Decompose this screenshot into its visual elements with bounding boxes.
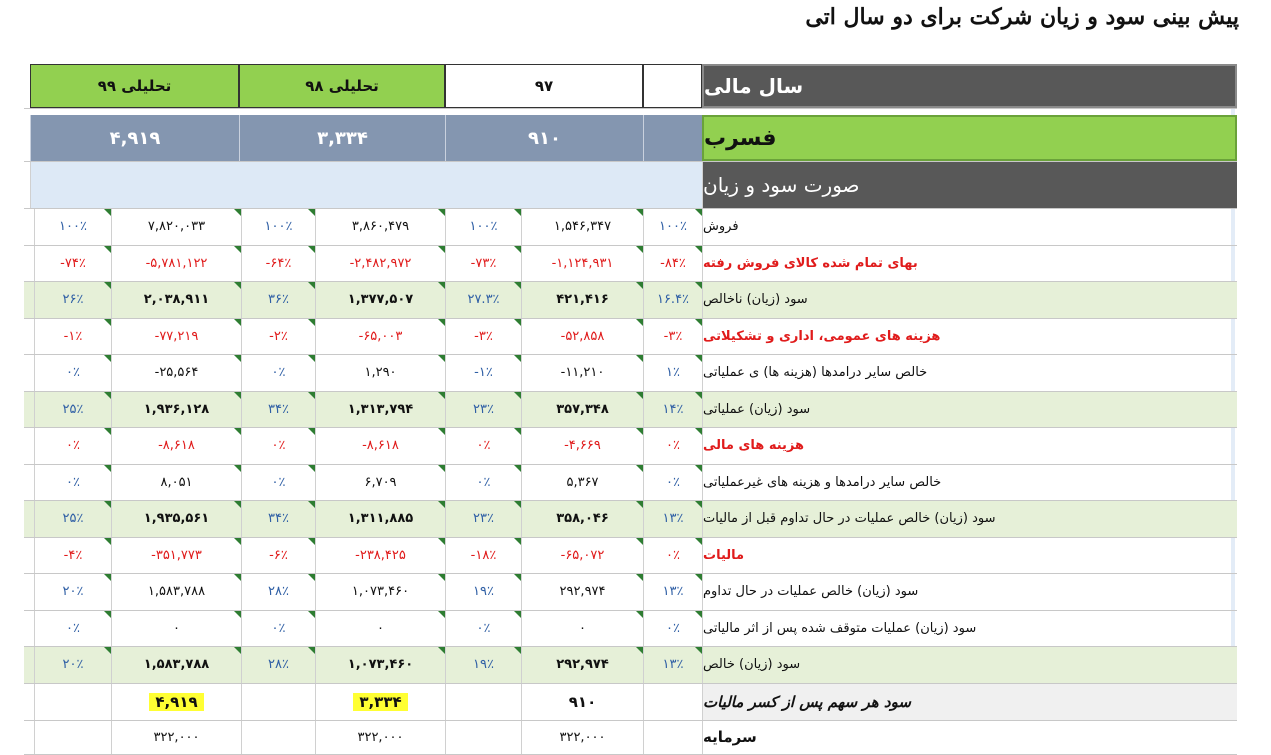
cell-value-97[interactable]: ۱,۵۴۶,۳۴۷: [521, 209, 643, 245]
cell-value-99[interactable]: ۷,۸۲۰,۰۳۳: [111, 209, 241, 245]
cell-pct-97-a[interactable]: ۱۰۰٪: [643, 209, 702, 245]
cell-pct-98[interactable]: ۳۴٪: [241, 501, 315, 537]
cell-pct-99[interactable]: ۲۵٪: [34, 501, 111, 537]
cell-pct-97[interactable]: ۱۹٪: [445, 574, 521, 610]
row-label[interactable]: هزینه های مالی: [702, 428, 1237, 464]
cell-pct-98[interactable]: ۰٪: [241, 355, 315, 391]
cell-value-99[interactable]: ۸,۰۵۱: [111, 465, 241, 501]
cell-value-97[interactable]: -۱۱,۲۱۰: [521, 355, 643, 391]
cell-pct-97-a[interactable]: ۰٪: [643, 538, 702, 574]
capital-value-97[interactable]: ۳۲۲,۰۰۰: [521, 721, 643, 754]
section-row: [24, 162, 1237, 209]
eps-value-99-cell[interactable]: [111, 684, 241, 720]
cell-pct-97-a[interactable]: ۱٪: [643, 355, 702, 391]
cell-pct-97-a[interactable]: ۰٪: [643, 611, 702, 647]
cell-value-97[interactable]: ۰: [521, 611, 643, 647]
cell-value-98[interactable]: -۸,۶۱۸: [315, 428, 445, 464]
cell-value-98[interactable]: ۱,۰۷۳,۴۶۰: [315, 647, 445, 683]
capital-value-99[interactable]: ۳۲۲,۰۰۰: [111, 721, 241, 754]
cell-value-99[interactable]: -۵,۷۸۱,۱۲۲: [111, 246, 241, 282]
table-row: [24, 246, 1237, 283]
row-label[interactable]: بهای تمام شده کالای فروش رفته: [702, 246, 1237, 282]
cell-pct-99[interactable]: ۱۰۰٪: [34, 209, 111, 245]
cell-value-97[interactable]: ۳۵۸,۰۴۶: [521, 501, 643, 537]
cell-pct-97-a[interactable]: ۰٪: [643, 465, 702, 501]
cell-pct-99[interactable]: ۲۰٪: [34, 647, 111, 683]
cell-pct-98[interactable]: -۲٪: [241, 319, 315, 355]
cell-value-99[interactable]: ۱,۵۸۳,۷۸۸: [111, 574, 241, 610]
table-row: [24, 501, 1237, 538]
row-label[interactable]: سود (زیان) خالص: [702, 647, 1237, 683]
capital-row: [24, 721, 1237, 755]
row-label[interactable]: سود (زیان) ناخالص: [702, 282, 1237, 318]
cell-pct-97-a[interactable]: ۱۳٪: [643, 501, 702, 537]
table-row: [24, 647, 1237, 684]
capital-label[interactable]: سرمایه: [702, 721, 1237, 754]
cell-value-99[interactable]: -۳۵۱,۷۷۳: [111, 538, 241, 574]
cell-pct-99[interactable]: ۰٪: [34, 355, 111, 391]
cell-value-97[interactable]: ۲۹۲,۹۷۴: [521, 647, 643, 683]
row-label[interactable]: مالیات: [702, 538, 1237, 574]
cell-pct-98[interactable]: ۱۰۰٪: [241, 209, 315, 245]
cell-pct-97[interactable]: -۱۸٪: [445, 538, 521, 574]
cell-pct-97[interactable]: ۰٪: [445, 465, 521, 501]
cell-pct-97-a[interactable]: ۱۴٪: [643, 392, 702, 428]
cell-pct-97-a[interactable]: ۱۳٪: [643, 574, 702, 610]
cell-value-97[interactable]: ۵,۳۶۷: [521, 465, 643, 501]
cell-value-99[interactable]: ۲,۰۳۸,۹۱۱: [111, 282, 241, 318]
cell-pct-97[interactable]: -۱٪: [445, 355, 521, 391]
cell-pct-97-a[interactable]: ۱۳٪: [643, 647, 702, 683]
eps-value-99: ۴,۹۱۹: [149, 693, 203, 711]
cell-value-98[interactable]: ۶,۷۰۹: [315, 465, 445, 501]
table-row: [24, 392, 1237, 429]
table-row: [24, 209, 1237, 246]
income-statement-sheet: [24, 64, 1237, 755]
cell-pct-98[interactable]: ۳۶٪: [241, 282, 315, 318]
eps-label[interactable]: سود هر سهم پس از کسر مالیات: [702, 684, 1237, 720]
table-row: [24, 282, 1237, 319]
cell-value-97[interactable]: -۴,۶۶۹: [521, 428, 643, 464]
fiscal-year-label[interactable]: سال مالی: [702, 64, 1237, 108]
cell-pct-99[interactable]: -۱٪: [34, 319, 111, 355]
cell-pct-97[interactable]: ۲۳٪: [445, 392, 521, 428]
eps-value-98: ۳,۳۳۴: [353, 693, 407, 711]
cell-pct-97-a[interactable]: ۱۶.۴٪: [643, 282, 702, 318]
table-row: [24, 611, 1237, 648]
row-label[interactable]: هزینه های عمومی، اداری و تشکیلاتی: [702, 319, 1237, 355]
ticker-eps-97[interactable]: ۹۱۰: [445, 115, 643, 161]
section-blank[interactable]: [30, 162, 702, 208]
cell-value-99[interactable]: -۸,۶۱۸: [111, 428, 241, 464]
row-label[interactable]: سود (زیان) خالص عملیات در حال تداوم: [702, 574, 1237, 610]
eps-cell[interactable]: [241, 684, 315, 720]
cell-pct-97[interactable]: -۷۳٪: [445, 246, 521, 282]
cell-pct-97[interactable]: ۰٪: [445, 611, 521, 647]
cell-value-99[interactable]: ۰: [111, 611, 241, 647]
table-row: [24, 428, 1237, 465]
cell-pct-99[interactable]: ۰٪: [34, 465, 111, 501]
row-label[interactable]: سود (زیان) عملیاتی: [702, 392, 1237, 428]
cell-pct-99[interactable]: -۷۴٪: [34, 246, 111, 282]
table-row: [24, 319, 1237, 356]
cell-pct-97-a[interactable]: ۰٪: [643, 428, 702, 464]
cell-pct-97-a[interactable]: -۳٪: [643, 319, 702, 355]
row-label[interactable]: سود (زیان) عملیات متوقف شده پس از اثر مالیاتی: [702, 611, 1237, 647]
cell-pct-97[interactable]: ۲۷.۳٪: [445, 282, 521, 318]
cell-pct-99[interactable]: ۲۶٪: [34, 282, 111, 318]
cell-value-98[interactable]: ۳,۸۶۰,۴۷۹: [315, 209, 445, 245]
fiscal-year-row: [24, 64, 1237, 109]
table-row: [24, 574, 1237, 611]
page-title: پیش بینی سود و زیان شرکت برای دو سال اتی: [805, 4, 1239, 30]
cell-pct-99[interactable]: ۰٪: [34, 611, 111, 647]
eps-cell[interactable]: [445, 684, 521, 720]
row-label[interactable]: خالص سایر درامدها و هزینه های غیرعملیاتی: [702, 465, 1237, 501]
eps-cell[interactable]: [643, 684, 702, 720]
cell-value-97[interactable]: ۲۹۲,۹۷۴: [521, 574, 643, 610]
eps-row: [24, 684, 1237, 721]
cell-pct-98[interactable]: ۲۸٪: [241, 647, 315, 683]
eps-cell[interactable]: [34, 684, 111, 720]
year-cell-99[interactable]: تحلیلی ۹۹: [30, 64, 239, 108]
cell-value-98[interactable]: ۱,۳۷۷,۵۰۷: [315, 282, 445, 318]
eps-value-98-cell[interactable]: [315, 684, 445, 720]
cell-value-98[interactable]: ۱,۳۱۳,۷۹۴: [315, 392, 445, 428]
cell-value-98[interactable]: ۰: [315, 611, 445, 647]
table-row: [24, 355, 1237, 392]
ticker-eps-98[interactable]: ۳,۳۳۴: [239, 115, 445, 161]
row-label[interactable]: سود (زیان) خالص عملیات در حال تداوم قبل از مالیات: [702, 501, 1237, 537]
cell-value-98[interactable]: ۱,۰۷۳,۴۶۰: [315, 574, 445, 610]
year-cell-97[interactable]: ۹۷: [445, 64, 643, 108]
year-cell-98[interactable]: تحلیلی ۹۸: [239, 64, 445, 108]
row-label[interactable]: فروش: [702, 209, 1237, 245]
cell-pct-97-a[interactable]: -۸۴٪: [643, 246, 702, 282]
year-cell-blank[interactable]: [643, 64, 702, 108]
cell-pct-98[interactable]: ۳۴٪: [241, 392, 315, 428]
cell-pct-99[interactable]: -۴٪: [34, 538, 111, 574]
ticker-row: [24, 115, 1237, 162]
cell-pct-97[interactable]: ۱۰۰٪: [445, 209, 521, 245]
cell-value-99[interactable]: ۱,۹۳۵,۵۶۱: [111, 501, 241, 537]
cell-value-97[interactable]: -۱,۱۲۴,۹۳۱: [521, 246, 643, 282]
cell-value-98[interactable]: -۲۳۸,۴۲۵: [315, 538, 445, 574]
cell-pct-98[interactable]: ۰٪: [241, 611, 315, 647]
section-label[interactable]: صورت سود و زیان: [702, 162, 1237, 208]
cell-pct-98[interactable]: -۶۴٪: [241, 246, 315, 282]
cell-value-97[interactable]: -۶۵,۰۷۲: [521, 538, 643, 574]
cell-value-97[interactable]: ۴۲۱,۴۱۶: [521, 282, 643, 318]
eps-value-97[interactable]: ۹۱۰: [521, 684, 643, 720]
ticker-cell-blank[interactable]: [643, 115, 702, 161]
row-label[interactable]: خالص سایر درامدها (هزینه ها) ی عملیاتی: [702, 355, 1237, 391]
cell-pct-97[interactable]: ۱۹٪: [445, 647, 521, 683]
cell-value-97[interactable]: ۳۵۷,۳۴۸: [521, 392, 643, 428]
cell-value-99[interactable]: -۲۵,۵۶۴: [111, 355, 241, 391]
cell-pct-99[interactable]: ۲۵٪: [34, 392, 111, 428]
table-row: [24, 465, 1237, 502]
ticker-eps-99[interactable]: ۴,۹۱۹: [30, 115, 239, 161]
cell-value-98[interactable]: ۱,۳۱۱,۸۸۵: [315, 501, 445, 537]
cell-value-99[interactable]: ۱,۹۳۶,۱۲۸: [111, 392, 241, 428]
cell-pct-97[interactable]: ۲۳٪: [445, 501, 521, 537]
cell-pct-97[interactable]: -۳٪: [445, 319, 521, 355]
ticker-label[interactable]: فسرب: [702, 115, 1237, 161]
cell-value-99[interactable]: ۱,۵۸۳,۷۸۸: [111, 647, 241, 683]
cell-value-98[interactable]: -۶۵,۰۰۳: [315, 319, 445, 355]
cell-pct-99[interactable]: ۰٪: [34, 428, 111, 464]
cell-value-98[interactable]: ۱,۲۹۰: [315, 355, 445, 391]
cell-value-98[interactable]: -۲,۴۸۲,۹۷۲: [315, 246, 445, 282]
cell-value-97[interactable]: -۵۲,۸۵۸: [521, 319, 643, 355]
cell-pct-97[interactable]: ۰٪: [445, 428, 521, 464]
cell-pct-98[interactable]: -۶٪: [241, 538, 315, 574]
cell-value-99[interactable]: -۷۷,۲۱۹: [111, 319, 241, 355]
cell-pct-99[interactable]: ۲۰٪: [34, 574, 111, 610]
cell-pct-98[interactable]: ۲۸٪: [241, 574, 315, 610]
cell-pct-98[interactable]: ۰٪: [241, 428, 315, 464]
table-row: [24, 538, 1237, 575]
cell-pct-98[interactable]: ۰٪: [241, 465, 315, 501]
capital-value-98[interactable]: ۳۲۲,۰۰۰: [315, 721, 445, 754]
